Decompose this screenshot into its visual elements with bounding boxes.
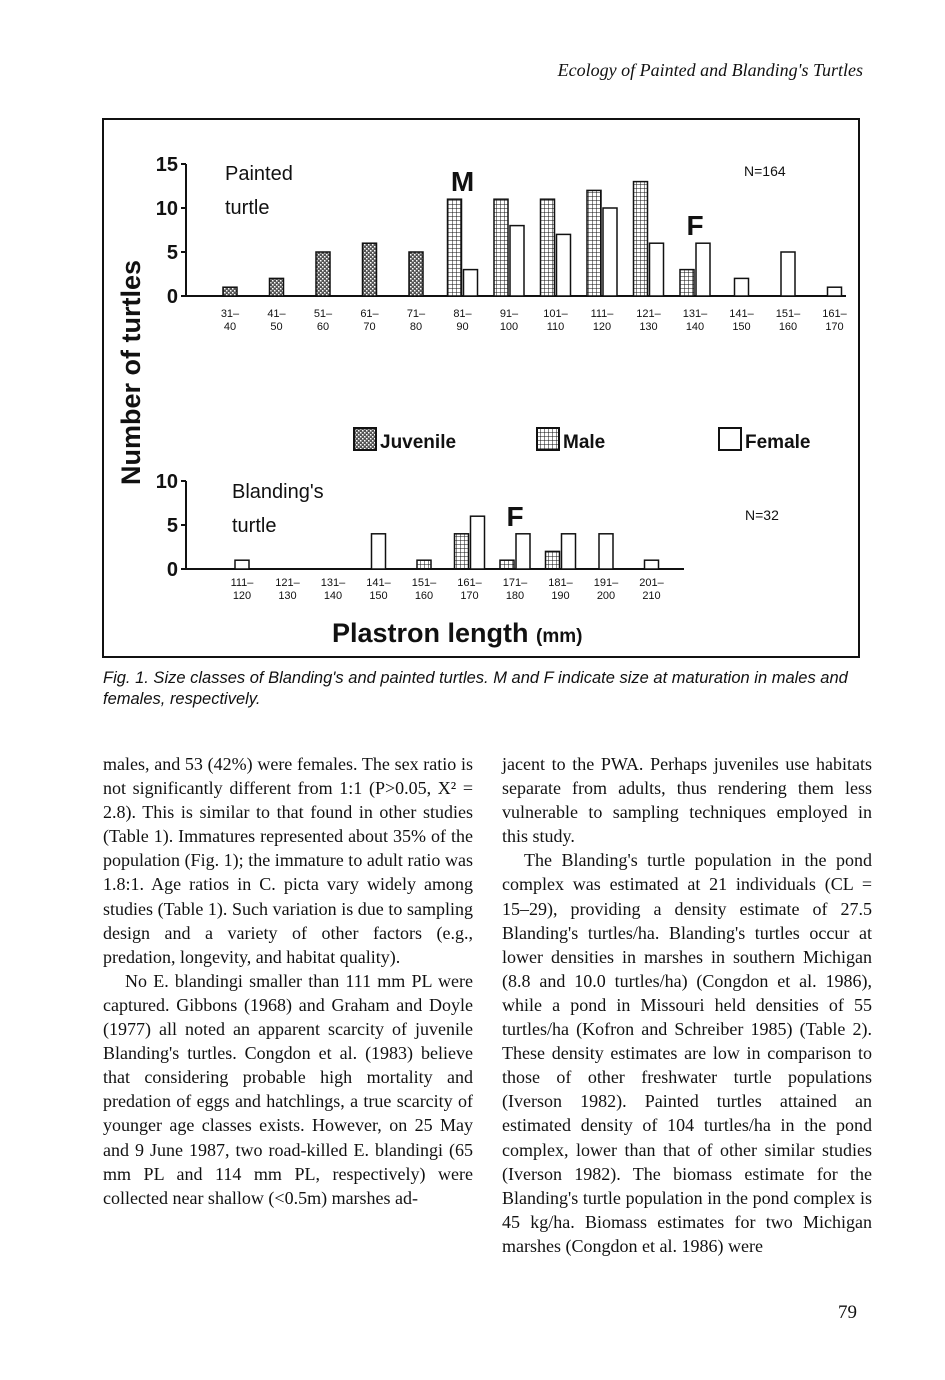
x-tick-label-line: 181– [548,577,573,589]
x-tick-label [321,577,346,602]
x-tick-label [221,308,240,333]
sample-size-label: N=32 [745,507,779,523]
painted-turtle-chart [156,154,848,333]
legend-label-male: Male [563,432,606,453]
x-tick-label-line: 81– [453,308,472,320]
x-tick-label [548,577,573,602]
figure-frame [102,118,860,658]
x-tick-label [412,577,437,602]
y-tick-label: 10 [155,198,178,220]
running-head: Ecology of Painted and Blanding's Turtles [557,60,863,80]
x-tick-label-line: 120 [592,321,612,333]
x-tick-label-line: 210 [642,590,661,602]
x-tick-label-line: 161– [822,308,847,320]
maturation-marker: F [686,210,704,242]
x-tick-label-line: 111– [230,577,254,589]
left-column [103,752,473,1210]
legend-label-juvenile: Juvenile [380,432,457,453]
x-tick-label-line: 60 [316,321,330,333]
bar-male [680,270,694,296]
x-tick-label-line: 160 [778,321,798,333]
bar-female [557,234,571,296]
right-column [502,752,872,1258]
x-tick-label-line: 140 [323,590,343,602]
x-tick-label-line: 150 [732,321,751,333]
x-tick-label [591,308,615,333]
bar-female [828,287,842,296]
x-tick-label [314,308,333,333]
x-tick-label [275,577,300,602]
x-tick-label-line: 190 [551,590,570,602]
x-tick-label-line: 111– [590,308,614,320]
x-tick-label [729,308,754,333]
paragraph: males, and 53 (42%) were females. The sex ratio is not significantly different from 1:1 (P>0.05, X² = 2.8). This is similar to that found in other studies (Table 1). Immatures represented about 35% of the population (Fig. 1); the immature to adult ratio was 1.8:1. Age ratios in C. picta vary widely among studies (Table 1). Such variation is due to sampling design and a variety of other factors (e.g., predation, longevity, and habitat quality). [103,754,473,967]
chart-title [225,163,293,219]
x-tick-label-line: 61– [360,308,379,320]
bar-female [696,243,710,296]
x-tick-label-line: 50 [270,321,283,333]
bar-female [781,252,795,296]
x-tick-label-line: 131– [682,308,708,320]
x-tick-label [453,308,472,333]
sample-size-label: N=164 [744,163,786,179]
x-tick-label-line: 121– [275,577,300,589]
figure-caption: Fig. 1. Size classes of Blanding's and painted turtles. M and F indicate size at maturation in males and females, respectively. [103,669,848,708]
x-tick-label-line: 170 [825,321,844,333]
x-tick-label-line: 91– [499,308,519,320]
bar-male [541,199,555,296]
y-axis-label-group [116,260,146,485]
x-tick-label [503,577,528,602]
legend-label-female: Female [745,432,811,453]
x-tick-label [366,577,391,602]
x-tick-label [636,308,661,333]
x-tick-label-line: 141– [729,308,754,320]
legend-swatch-male [537,428,559,450]
y-axis-label: Number of turtles [116,259,146,485]
paragraph: The Blanding's turtle population in the pond complex was estimated at 21 individuals (CL = 15–29), providing a density estimate of 27.5 Blanding's turtles/ha. Blanding's turtles occur at lower densities in marshes in southern Michigan (8.8 and 10.0 turtles/ha) (Congdon et al. 1986), while a pond in Missouri held densities of 55 turtles/ha (Kofron and Schreiber 1985) (Table 2). These density estimates are low in comparison to those of other freshwater turtle populations (Iverson 1982). Painted turtles attained an estimated density of 104 turtles/ha in the pond complex, lower than that of other similar studies (Iverson 1982). The biomass estimate for the Blanding's turtle population in the pond complex is 45 kg/ha. Biomass estimates for two Michigan marshes (Congdon et al. 1986) were [502,850,872,1256]
paragraph: No E. blandingi smaller than 111 mm PL were captured. Gibbons (1968) and Graham and Doyle (1977) all noted an apparent scarcity of juvenile Blanding's turtles. Congdon et al. (1983) believe that considering probable high mortality and predation of eggs and hatchlings, a true scarcity of younger age classes exists. However, on 25 May and 9 June 1987, two road-killed E. blandingi (65 mm PL and 114 mm PL, respectively) were collected near shallow (<0.5m) marshes ad- [103,970,473,1208]
x-tick-label [457,577,482,602]
bar-female [372,534,386,569]
x-tick-label [594,577,619,602]
bar-female [471,516,485,569]
x-tick-label-line: 51– [313,308,333,320]
y-tick-label: 15 [155,154,178,176]
bar-male [448,199,462,296]
paragraph: jacent to the PWA. Perhaps juveniles use habitats separate from adults, thus rendering them less vulnerable to sampling techniques employed in this study. [502,754,872,847]
x-tick-label-line: 41– [267,308,286,320]
x-tick-label-line: 31– [220,308,240,320]
x-tick-label-line: 100 [499,321,519,333]
x-tick-label [360,308,379,333]
bar-juvenile [363,243,377,296]
bar-juvenile [223,287,237,296]
x-axis-label-unit: (mm) [536,626,583,647]
bar-juvenile [270,278,284,296]
x-axis-label-main: Plastron length [332,618,537,648]
x-axis-label-group [332,618,582,648]
bar-female [599,534,613,569]
x-tick-label-line: 201– [639,577,664,589]
x-tick-label [639,577,664,602]
bar-male [587,190,601,296]
chart-title-line: Painted [225,163,293,185]
maturation-marker: F [506,500,524,532]
chart-title [232,481,324,537]
x-tick-label-line: 150 [369,590,388,602]
x-tick-label [822,308,847,333]
x-tick-label-line: 151– [411,577,437,589]
y-tick-label: 10 [155,471,178,493]
bar-female [645,560,659,569]
x-tick-label-line: 161– [457,577,482,589]
x-tick-label-line: 121– [636,308,661,320]
x-tick-label [683,308,708,333]
page-number: 79 [838,1302,857,1323]
x-tick-label-line: 70 [363,321,376,333]
x-tick-label-line: 101– [543,308,568,320]
maturation-marker: M [450,166,475,198]
figure-chart [104,120,858,656]
x-tick-label [543,308,568,333]
legend [354,428,810,453]
bar-female [603,208,617,296]
y-tick-label: 0 [166,559,178,581]
x-tick-label-line: 170 [460,590,479,602]
x-tick-label-line: 140 [685,321,705,333]
x-tick-label-line: 151– [775,308,801,320]
bar-female [516,534,530,569]
bar-male [494,199,508,296]
bar-female [235,560,249,569]
x-tick-label-line: 80 [409,321,423,333]
y-tick-label: 5 [166,515,178,537]
x-axis-label [332,618,582,648]
y-tick-label: 0 [166,286,178,308]
bar-male [455,534,469,569]
bar-female [735,278,749,296]
x-tick-label-line: 191– [593,577,619,589]
bar-female [510,226,524,296]
bar-male [634,182,648,296]
x-tick-label-line: 110 [546,321,565,333]
x-tick-label [231,577,255,602]
bar-male [500,560,514,569]
bar-female [650,243,664,296]
bar-male [417,560,431,569]
legend-swatch-juvenile [354,428,376,450]
chart-title-line: Blanding's [232,481,324,503]
chart-title-line: turtle [225,197,270,219]
bar-male [546,551,560,569]
chart-title-line: turtle [232,515,277,537]
x-tick-label-line: 71– [406,308,426,320]
x-tick-label-line: 130 [278,590,297,602]
x-tick-label-line: 130 [639,321,658,333]
bar-female [562,534,576,569]
bar-juvenile [316,252,330,296]
y-tick-label: 5 [166,242,178,264]
x-tick-label-line: 141– [366,577,391,589]
legend-swatch-female [719,428,741,450]
x-tick-label-line: 120 [232,590,252,602]
x-tick-label-line: 90 [456,321,469,333]
x-tick-label [407,308,426,333]
x-tick-label-line: 200 [596,590,616,602]
bar-juvenile [409,252,423,296]
x-tick-label-line: 171– [502,577,528,589]
x-tick-label-line: 180 [505,590,525,602]
blandings-turtle-chart [156,471,779,602]
x-tick-label-line: 131– [320,577,346,589]
x-tick-label-line: 160 [414,590,434,602]
x-tick-label-line: 40 [223,321,237,333]
x-tick-label [776,308,801,333]
bar-female [464,270,478,296]
x-tick-label [500,308,519,333]
x-tick-label [267,308,286,333]
